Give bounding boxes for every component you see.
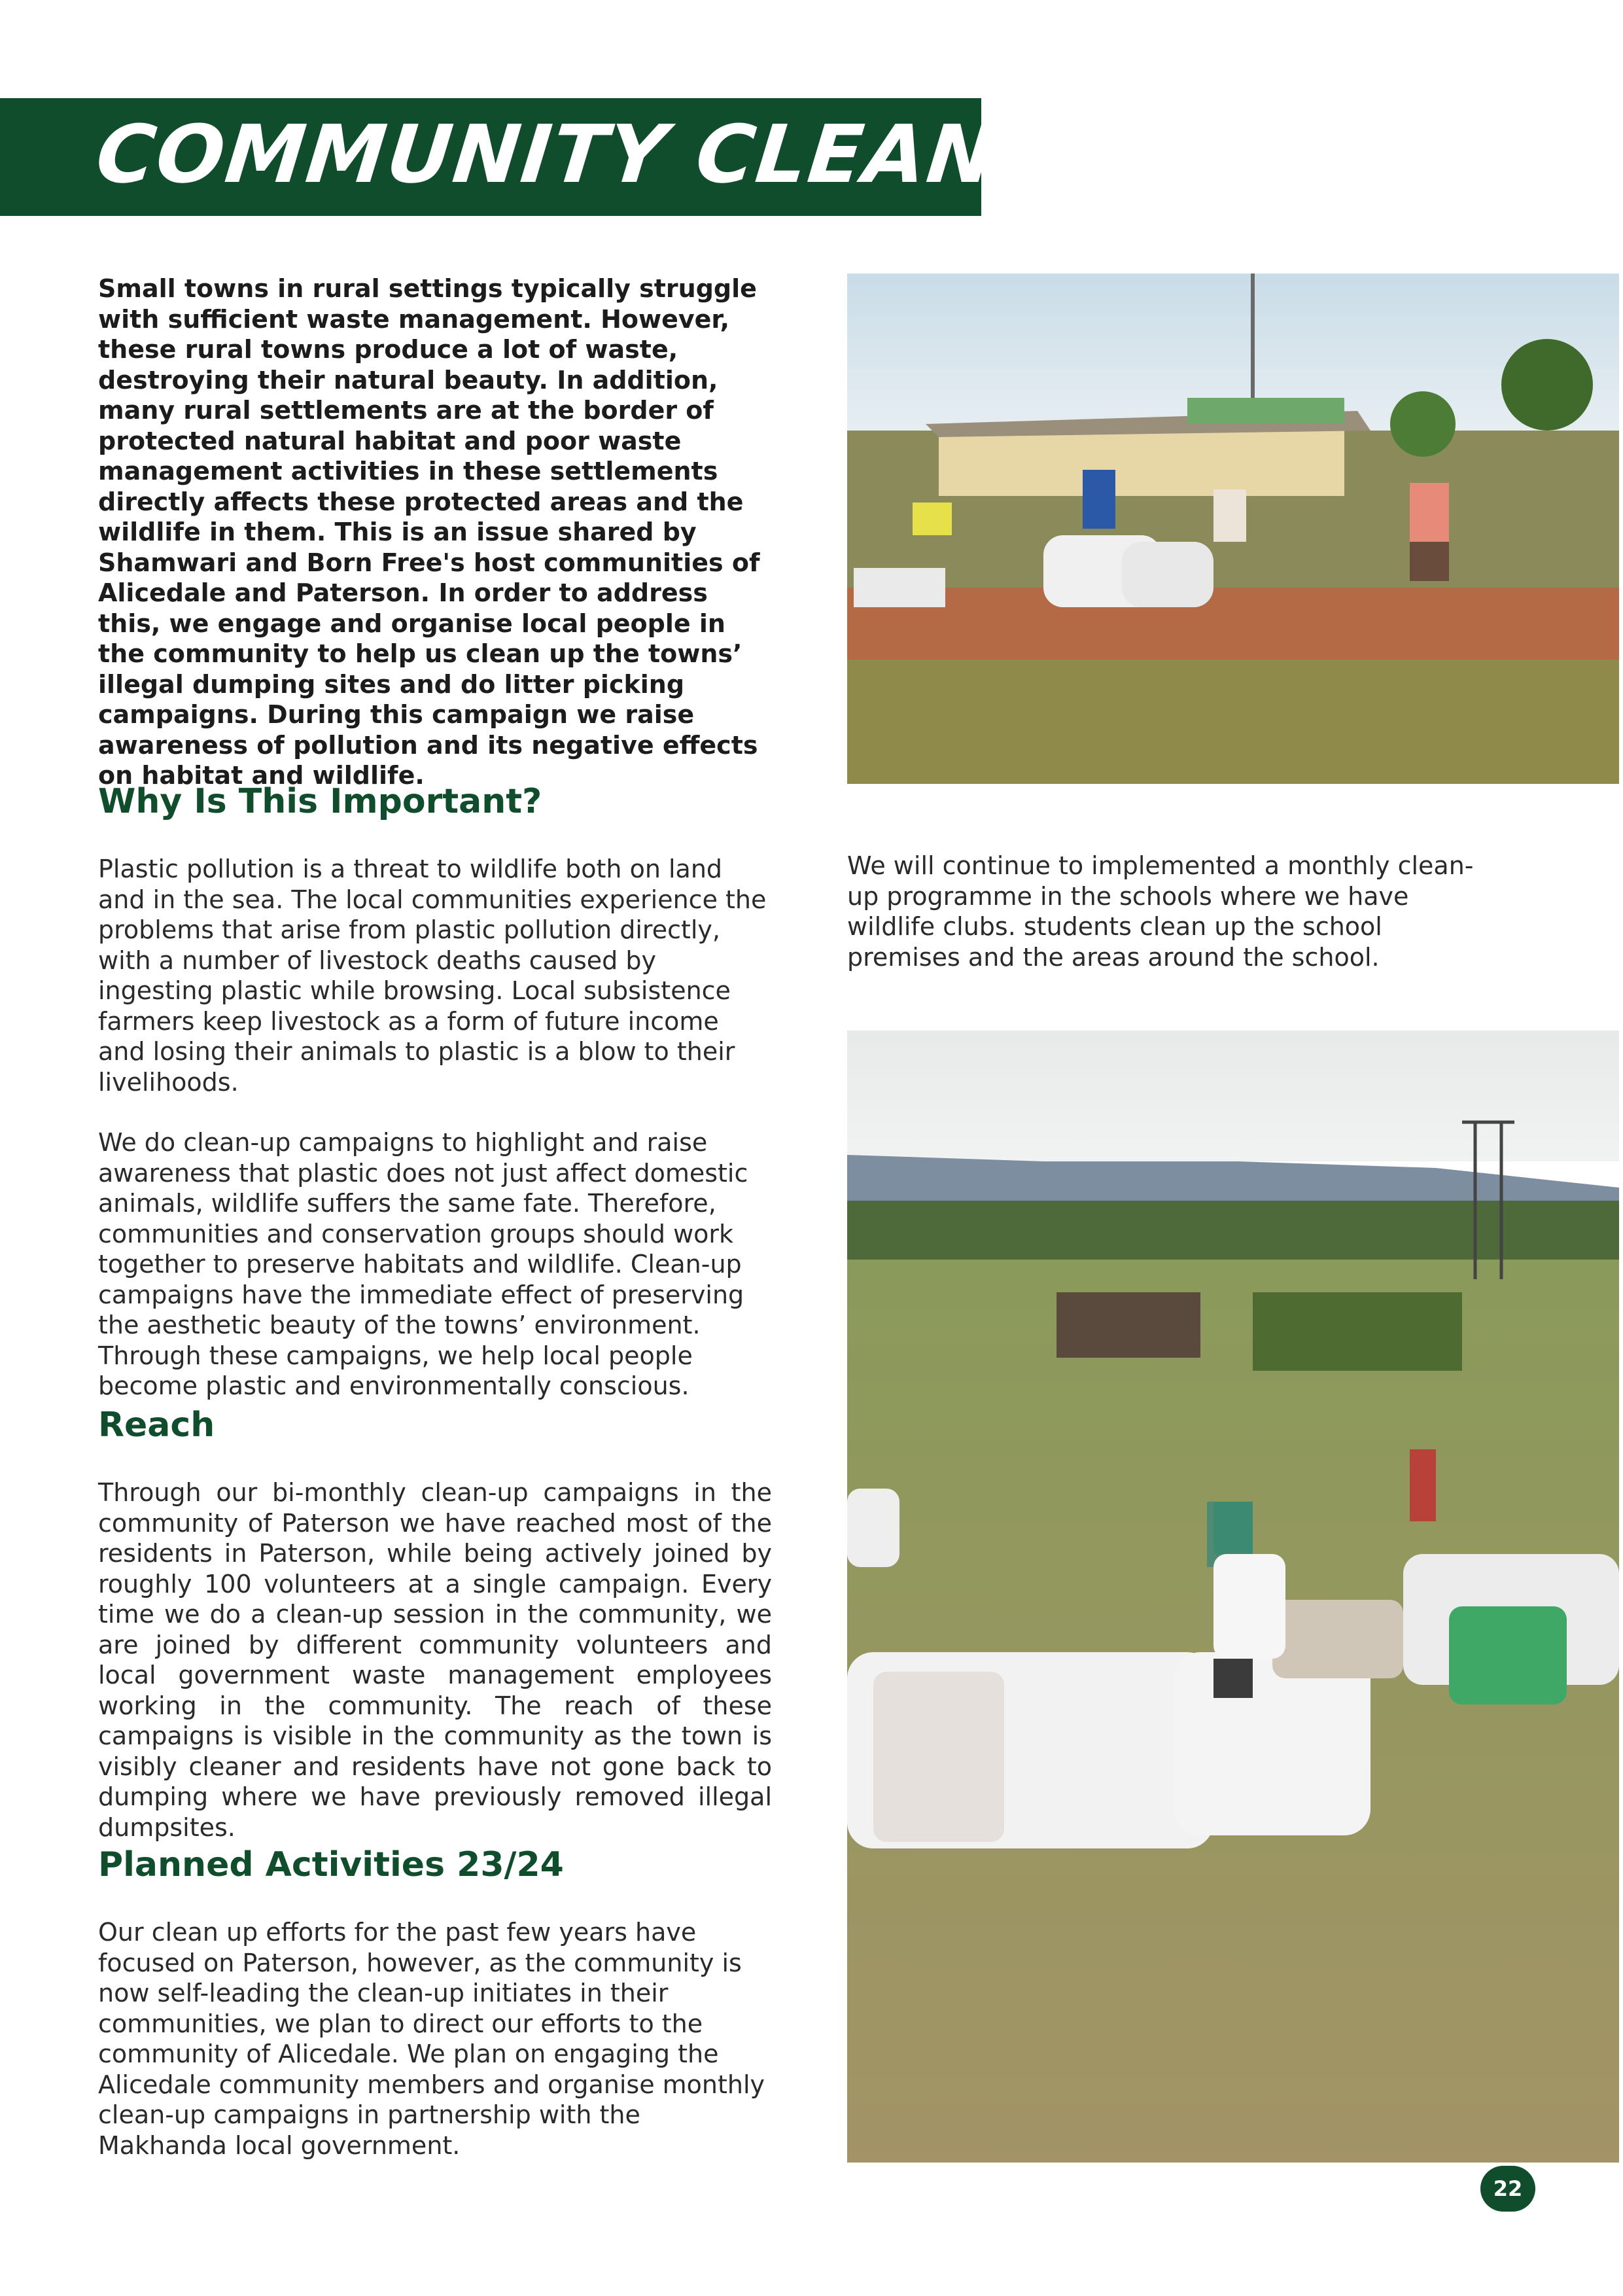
photo-community-cleanup-street	[847, 274, 1619, 784]
why-paragraph-2: We do clean-up campaigns to highlight and raise awareness that plastic does not just affect domestic animals, wildlife suffers the same fate. Therefore, communities and conservation groups should work together to preserve habitats and wildlife. Clean-up campaigns have the immediate effect of preserving the aesthetic beauty of the towns’ environment. Through these campaigns, we help local people become plastic and environmentally conscious.	[98, 1128, 748, 1400]
reach-paragraph: Through our bi-monthly clean-up campaigns in the community of Paterson we have reached most of the residents in Paterson, while being actively joined by roughly 100 volunteers at a single campaign. Every time we do a clean-up session in the community, we are joined by different community volunteers and local government waste management employees working in the community. The reach of these campaigns is visible in the community as the town is visibly cleaner and residents have not gone back to dumping where we have previously removed illegal dumpsites.	[98, 1478, 772, 1842]
schools-programme-paragraph: We will continue to implemented a monthly clean-up programme in the schools where we have wildlife clubs. students clean up the school premises and the areas around the school.	[847, 851, 1474, 972]
photo-field-scene	[847, 1031, 1619, 2163]
intro-paragraph: Small towns in rural settings typically struggle with sufficient waste management. However, these rural towns produce a lot of waste, destroying their natural beauty. In addition, many rural settlements are at the border of protected natural habitat and poor waste management activities in these settlements directly affects these protected areas and the wildlife in them. This is an issue shared by Shamwari and Born Free's host communities of Alicedale and Paterson. In order to address this, we engage and organise local people in the community to help us clean up the towns’ illegal dumping sites and do litter picking campaigns. During this campaign we raise awareness of pollution and its negative effects on habitat and wildlife.	[98, 274, 760, 790]
photo-cleanup-field-bags	[847, 1031, 1619, 2163]
section-body-why	[98, 854, 772, 1402]
schools-programme-text-block	[847, 851, 1501, 972]
why-paragraph-1: Plastic pollution is a threat to wildlife both on land and in the sea. The local communities experience the problems that arise from plastic pollution directly, with a number of livestock deaths caused by ingesting plastic while browsing. Local subsistence farmers keep livestock as a form of future income and losing their animals to plastic is a blow to their livelihoods.	[98, 855, 767, 1097]
section-body-reach	[98, 1477, 772, 1843]
section-body-planned	[98, 1917, 772, 2161]
section-heading-why: Why Is This Important?	[98, 782, 542, 821]
page-title: COMMUNITY CLEAN UPS	[92, 108, 1215, 201]
planned-paragraph: Our clean up efforts for the past few years have focused on Paterson, however, as the community is now self-leading the clean-up initiates in their communities, we plan to direct our efforts to the community of Alicedale. We plan on engaging the Alicedale community members and organise monthly clean-up campaigns in partnership with the Makhanda local government.	[98, 1918, 765, 2160]
photo-street-scene	[847, 274, 1619, 784]
section-heading-reach: Reach	[98, 1405, 215, 1445]
section-heading-planned: Planned Activities 23/24	[98, 1845, 564, 1884]
page-number-badge: 22	[1480, 2166, 1535, 2212]
